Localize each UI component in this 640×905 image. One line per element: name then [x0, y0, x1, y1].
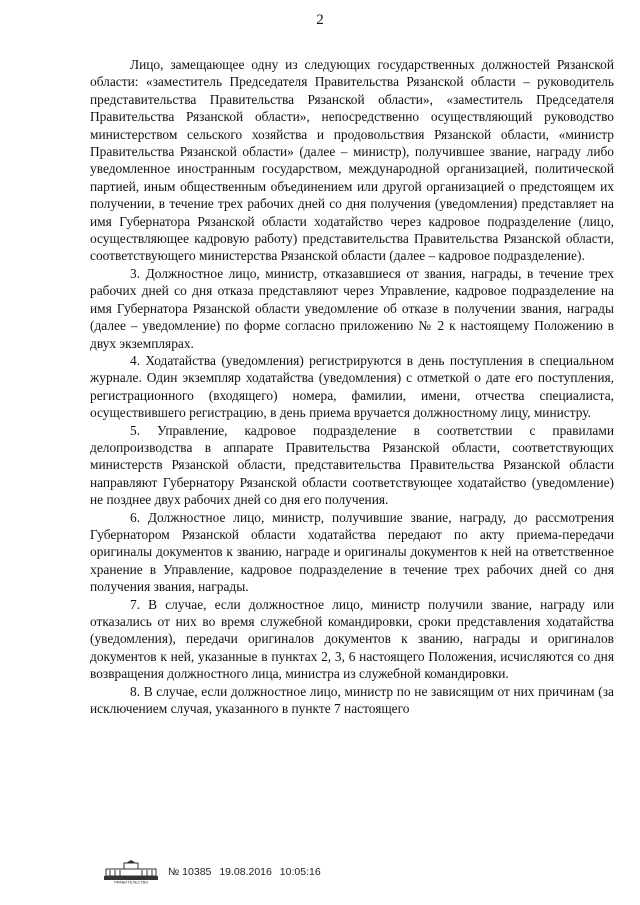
government-building-logo [104, 860, 158, 884]
paragraph-intro: Лицо, замещающее одну из следующих государственных должностей Рязанской области: «заместитель Председателя Правительства Рязанской области – руководитель представительства Правительства Рязанской области», «заместитель Председателя Правительства Рязанской области», непосредственно осуществляющий руководство министерством сельского хозяйства и продовольствия Рязанской области, «министр Правительства Рязанской области» (далее – министр), получившее звание, награду либо уведомленное иностранным государством, международной организацией, политической партией, иным общественным объединением или другой организацией о предстоящем их получении, в течение трех рабочих дней со дня получения (уведомления) представляет на имя Губернатора Рязанской области ходатайство через кадровое подразделение (лицо, осуществляющее кадровую работу) представительства Правительства Рязанской области, соответствующего министерства Рязанской области (далее – кадровое подразделение). [90, 57, 614, 264]
paragraph-3: 3. Должностное лицо, министр, отказавшиеся от звания, награды, в течение трех рабочих дней со дня отказа представляют через Управление, кадровое подразделение на имя Губернатора Рязанской области уведомление об отказе в получении звания, награды (далее – уведомление) по форме согласно приложению № 2 к настоящему Положению в двух экземплярах. [90, 265, 614, 351]
doc-number: № 10385 [168, 866, 212, 878]
paragraph-4: 4. Ходатайства (уведомления) регистрируются в день поступления в специальном журнале. Один экземпляр ходатайства (уведомления) с отметкой о дате его поступления, регистрационного (входящего) номера, фамилии, имени, отчества специалиста, осуществившего регистрацию, в день приема вручается должностному лицу, министру. [90, 352, 614, 421]
registration-stamp [168, 866, 326, 878]
paragraph-6: 6. Должностное лицо, министр, получившие звание, награду, до рассмотрения Губернатором Рязанской области ходатайства передают по акту приема-передачи оригиналы документов к званию, награде и оригиналы документов к ней на ответственное хранение в Управление, кадровое подразделение в течение трех рабочих дней со дня получения звания, награды. [90, 509, 614, 595]
page-number: 2 [316, 12, 324, 28]
document-body [90, 56, 614, 717]
logo-caption: ПРАВИТЕЛЬСТВО [113, 879, 149, 884]
paragraph-5: 5. Управление, кадровое подразделение в соответствии с правилами делопроизводства в аппарате Правительства Рязанской области, соответствующих министерств Рязанской области, представительства Правительства Рязанской области направляют Губернатору Рязанской области соответствующее ходатайство (уведомление) не позднее двух рабочих дней со дня его получения. [90, 422, 614, 508]
paragraph-7: 7. В случае, если должностное лицо, министр получили звание, награду или отказались от них во время служебной командировки, сроки представления ходатайства (уведомления), передачи оригиналов документов к званию, награды и оригиналов документов к ней, указанные в пунктах 2, 3, 6 настоящего Положения, исчисляются со дня возвращения должностного лица, министра из служебной командировки. [90, 596, 614, 682]
doc-date: 19.08.2016 [219, 866, 272, 878]
document-footer [104, 860, 326, 884]
paragraph-8: 8. В случае, если должностное лицо, министр по не зависящим от них причинам (за исключением случая, указанного в пункте 7 настоящего [90, 683, 614, 717]
doc-time: 10:05:16 [279, 866, 321, 878]
